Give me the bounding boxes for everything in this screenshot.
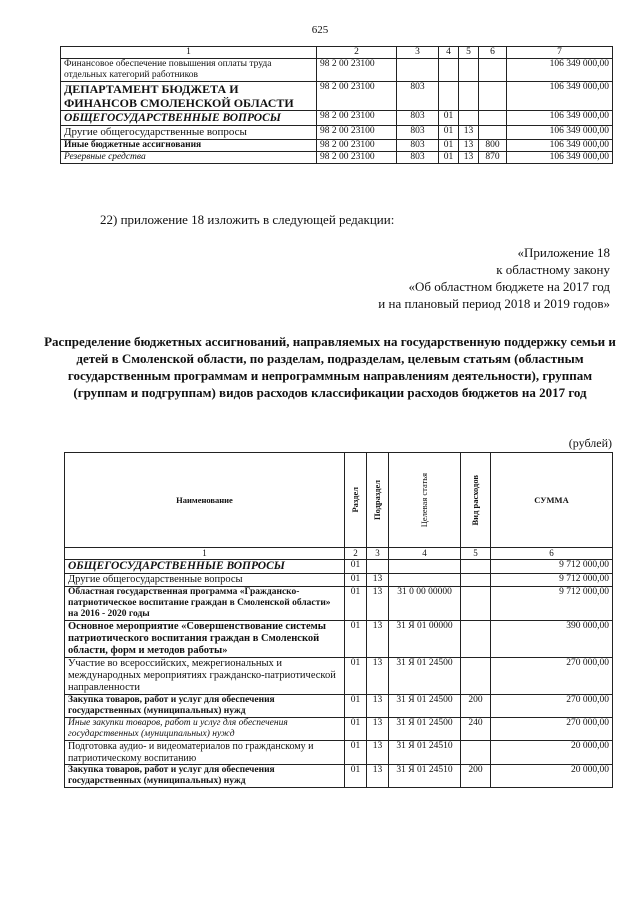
row-vid: 870: [479, 152, 507, 164]
row-name: ДЕПАРТАМЕНТ БЮДЖЕТА И ФИНАНСОВ СМОЛЕНСКОЙ ОБЛАСТИ: [61, 82, 317, 111]
row-podrazdel: [367, 560, 389, 574]
row-vid: [461, 560, 491, 574]
row-name: Закупка товаров, работ и услуг для обеспечения государственных (муниципальных) нужд: [65, 695, 345, 718]
row-target: 31 Я 01 24510: [389, 741, 461, 765]
row-amount: 390 000,00: [491, 621, 613, 658]
row-vid: 200: [461, 695, 491, 718]
row-podrazdel: [459, 82, 479, 111]
row-podrazdel: 13: [367, 587, 389, 621]
budget-allocation-table: [64, 452, 613, 788]
row-name: Иные бюджетные ассигнования: [61, 140, 317, 152]
table-row: [61, 152, 613, 164]
currency-note: (рублей): [568, 436, 612, 450]
row-vid: [461, 741, 491, 765]
appendix-line: к областному закону: [496, 262, 610, 277]
row-ved: 803: [397, 126, 439, 140]
row-name: Другие общегосударственные вопросы: [65, 574, 345, 587]
row-name: Финансовое обеспечение повышения оплаты труда отдельных категорий работников: [61, 59, 317, 82]
row-vid: 200: [461, 765, 491, 788]
row-target: 31 Я 01 24500: [389, 658, 461, 695]
row-vid: [479, 59, 507, 82]
row-razdel: 01: [345, 658, 367, 695]
row-amount: 106 349 000,00: [507, 140, 613, 152]
row-razdel: 01: [345, 574, 367, 587]
row-name: Областная государственная программа «Гражданско-патриотическое воспитание граждан в Смоленской области» на 2016 - 2020 годы: [65, 587, 345, 621]
row-razdel: [439, 59, 459, 82]
row-amount: 270 000,00: [491, 695, 613, 718]
row-amount: 270 000,00: [491, 718, 613, 741]
row-podrazdel: 13: [459, 126, 479, 140]
table-row: [65, 587, 613, 621]
row-name: Подготовка аудио- и видеоматериалов по гражданскому и патриотическому воспитанию: [65, 741, 345, 765]
row-podrazdel: [459, 111, 479, 126]
row-amount: 20 000,00: [491, 765, 613, 788]
row-target: 31 Я 01 24510: [389, 765, 461, 788]
row-razdel: 01: [345, 560, 367, 574]
row-name: ОБЩЕГОСУДАРСТВЕННЫЕ ВОПРОСЫ: [65, 560, 345, 574]
row-amount: 20 000,00: [491, 741, 613, 765]
row-amount: 270 000,00: [491, 658, 613, 695]
row-ved: 803: [397, 111, 439, 126]
row-razdel: 01: [345, 695, 367, 718]
row-razdel: 01: [345, 765, 367, 788]
table-row: [61, 126, 613, 140]
row-target: [389, 574, 461, 587]
table-header-row: [65, 453, 613, 548]
header-target: [389, 453, 461, 548]
table-row: [65, 741, 613, 765]
row-amount: 106 349 000,00: [507, 59, 613, 82]
header-cell: 3: [397, 47, 439, 59]
index-cell: 6: [491, 548, 613, 560]
row-vid: [461, 621, 491, 658]
row-podrazdel: 13: [367, 741, 389, 765]
appendix-line: и на плановый период 2018 и 2019 годов»: [378, 296, 610, 311]
row-podrazdel: 13: [459, 140, 479, 152]
appendix-line: «Приложение 18: [517, 245, 610, 260]
row-target: [389, 560, 461, 574]
row-vid: [479, 82, 507, 111]
row-razdel: 01: [439, 140, 459, 152]
row-target: 98 2 00 23100: [317, 82, 397, 111]
row-amount: 106 349 000,00: [507, 82, 613, 111]
row-amount: 106 349 000,00: [507, 126, 613, 140]
row-vid: [461, 587, 491, 621]
row-amount: 9 712 000,00: [491, 560, 613, 574]
row-target: 98 2 00 23100: [317, 59, 397, 82]
row-podrazdel: 13: [367, 765, 389, 788]
table-header-row: [61, 47, 613, 59]
row-razdel: 01: [439, 111, 459, 126]
row-vid: [461, 574, 491, 587]
row-amount: 9 712 000,00: [491, 587, 613, 621]
appendix-line: «Об областном бюджете на 2017 год: [408, 279, 610, 294]
table-row: [65, 621, 613, 658]
header-cell: 2: [317, 47, 397, 59]
appendix-heading: [378, 244, 610, 312]
table-row: [65, 658, 613, 695]
table-row: [61, 82, 613, 111]
table-row: [65, 695, 613, 718]
row-name: Участие во всероссийских, межрегиональных и международных мероприятиях гражданско-патриотической направленности: [65, 658, 345, 695]
budget-table-continued: [60, 46, 613, 164]
row-target: 31 Я 01 24500: [389, 695, 461, 718]
index-cell: 4: [389, 548, 461, 560]
table-row: [65, 718, 613, 741]
row-name: Резервные средства: [61, 152, 317, 164]
header-cell: 5: [459, 47, 479, 59]
row-razdel: 01: [345, 741, 367, 765]
row-razdel: 01: [345, 718, 367, 741]
header-vid: [461, 453, 491, 548]
row-vid: [479, 126, 507, 140]
index-cell: 3: [367, 548, 389, 560]
header-razdel-label: Раздел: [350, 487, 360, 513]
header-sum: СУММА: [491, 453, 613, 548]
header-cell: 1: [61, 47, 317, 59]
row-podrazdel: [459, 59, 479, 82]
row-podrazdel: 13: [367, 695, 389, 718]
row-target: 98 2 00 23100: [317, 126, 397, 140]
page-number: 625: [311, 24, 329, 36]
header-cell: 6: [479, 47, 507, 59]
row-target: 31 Я 01 00000: [389, 621, 461, 658]
table-row: [61, 59, 613, 82]
table-row: [65, 560, 613, 574]
row-target: 98 2 00 23100: [317, 152, 397, 164]
row-razdel: 01: [345, 587, 367, 621]
header-podrazdel: [367, 453, 389, 548]
row-target: 31 Я 01 24500: [389, 718, 461, 741]
row-ved: 803: [397, 82, 439, 111]
row-amount: 106 349 000,00: [507, 111, 613, 126]
row-ved: 803: [397, 152, 439, 164]
header-vid-label: Вид расходов: [470, 474, 480, 526]
row-podrazdel: 13: [367, 574, 389, 587]
row-ved: 803: [397, 140, 439, 152]
document-title: Распределение бюджетных ассигнований, направляемых на государственную поддержку семьи и детей в Смоленской области, по разделам, подразделам, целевым статьям (областным государственным программам и непрограммным направлениям деятельности), группам (группам и подгруппам) видов расходов классификации расходов бюджетов на 2017 год: [44, 334, 616, 400]
row-razdel: 01: [345, 621, 367, 658]
table-row: [65, 574, 613, 587]
row-name: ОБЩЕГОСУДАРСТВЕННЫЕ ВОПРОСЫ: [61, 111, 317, 126]
row-vid: [479, 111, 507, 126]
index-cell: 5: [461, 548, 491, 560]
row-name: Основное мероприятие «Совершенствование системы патриотического воспитания граждан в Смоленской области, форм и методов работы»: [65, 621, 345, 658]
amendment-text: 22) приложение 18 изложить в следующей редакции:: [100, 212, 395, 227]
header-cell: 4: [439, 47, 459, 59]
row-name: Иные закупки товаров, работ и услуг для обеспечения государственных (муниципальных) нужд: [65, 718, 345, 741]
row-target: 31 0 00 00000: [389, 587, 461, 621]
table-row: [61, 111, 613, 126]
row-razdel: 01: [439, 152, 459, 164]
row-podrazdel: 13: [367, 718, 389, 741]
table-row: [65, 765, 613, 788]
row-razdel: 01: [439, 126, 459, 140]
row-podrazdel: 13: [459, 152, 479, 164]
row-name: Другие общегосударственные вопросы: [61, 126, 317, 140]
index-cell: 1: [65, 548, 345, 560]
row-vid: 800: [479, 140, 507, 152]
index-cell: 2: [345, 548, 367, 560]
header-razdel: [345, 453, 367, 548]
row-podrazdel: 13: [367, 621, 389, 658]
row-vid: 240: [461, 718, 491, 741]
row-amount: 9 712 000,00: [491, 574, 613, 587]
index-row: [65, 548, 613, 560]
row-amount: 106 349 000,00: [507, 152, 613, 164]
row-name: Закупка товаров, работ и услуг для обеспечения государственных (муниципальных) нужд: [65, 765, 345, 788]
header-podrazdel-label: Подраздел: [372, 480, 382, 520]
row-vid: [461, 658, 491, 695]
table-row: [61, 140, 613, 152]
row-podrazdel: 13: [367, 658, 389, 695]
row-ved: [397, 59, 439, 82]
header-cell: 7: [507, 47, 613, 59]
row-target: 98 2 00 23100: [317, 140, 397, 152]
row-target: 98 2 00 23100: [317, 111, 397, 126]
header-target-label: Целевая статья: [419, 472, 429, 528]
header-name: Наименование: [65, 453, 345, 548]
row-razdel: [439, 82, 459, 111]
